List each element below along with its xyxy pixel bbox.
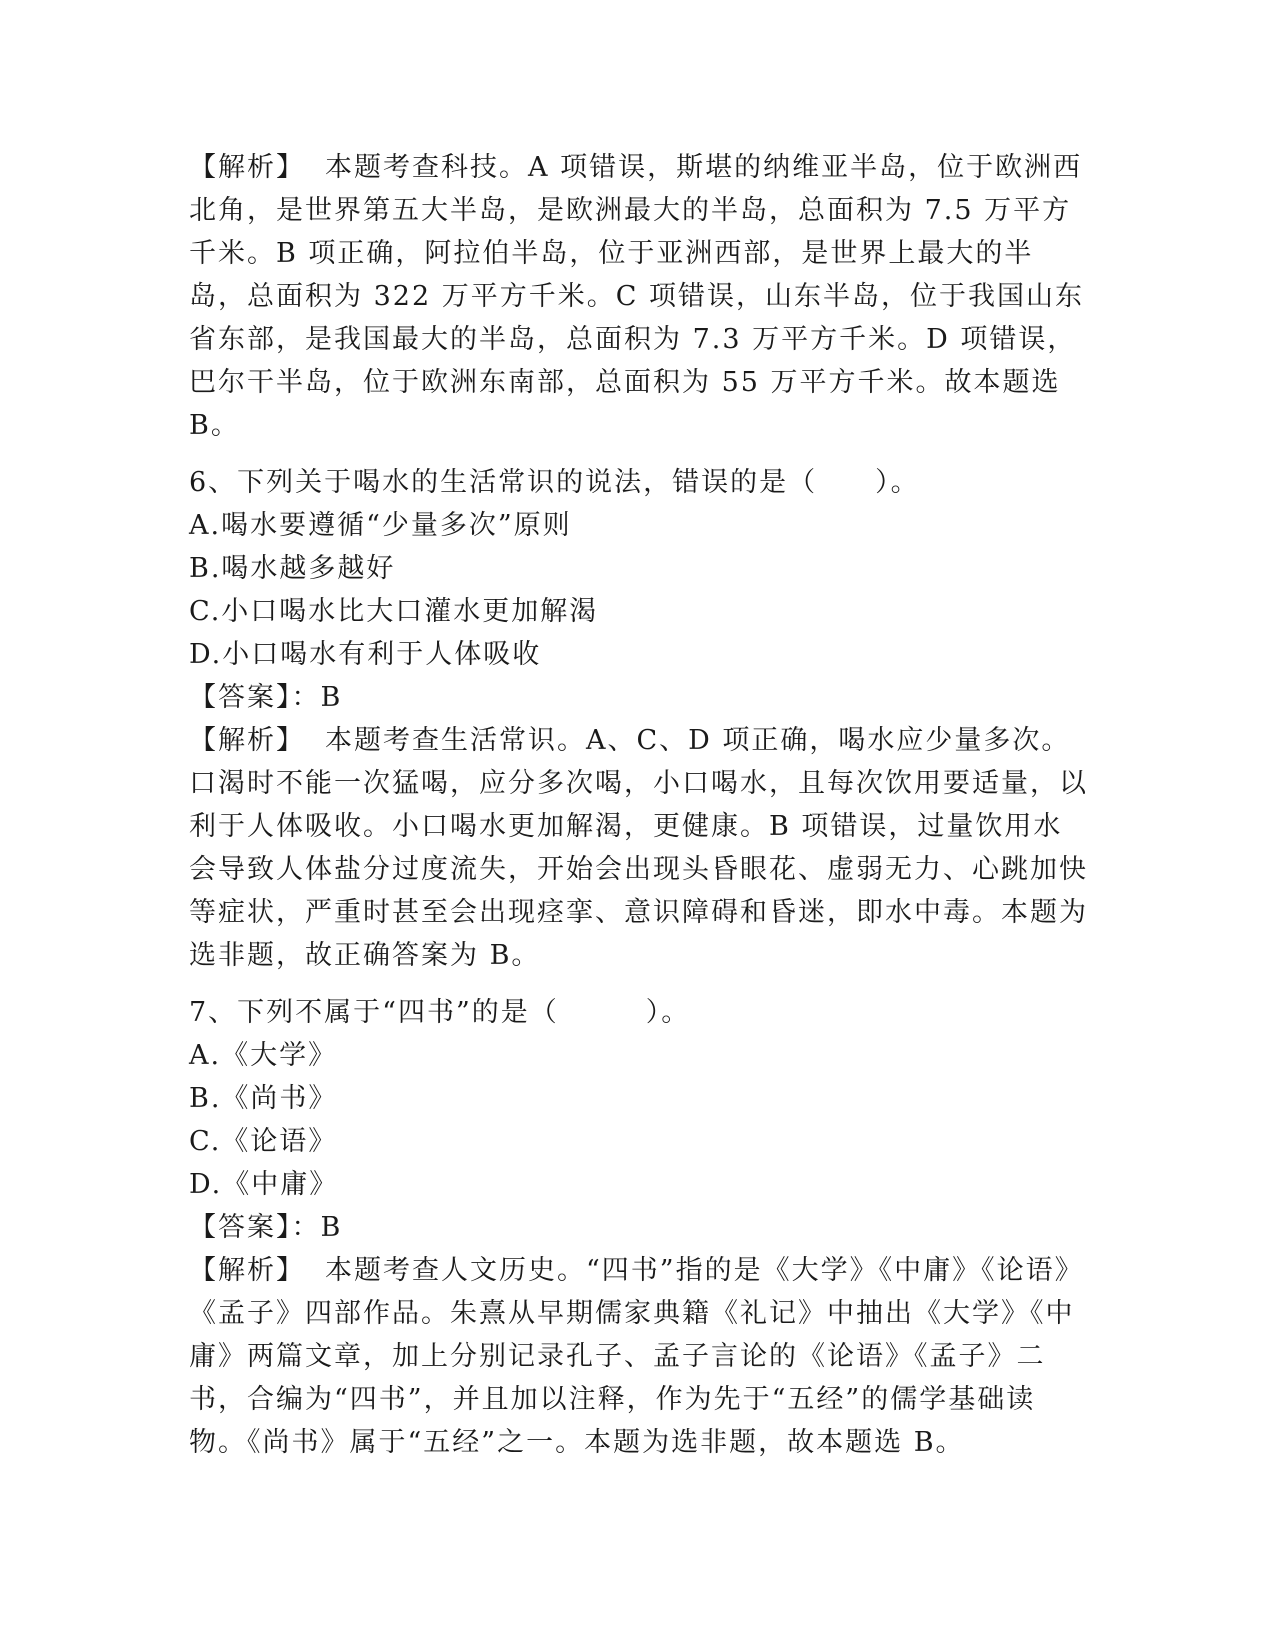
- question-7: [189, 991, 1089, 1464]
- option-b: B.《尚书》: [189, 1083, 338, 1114]
- question-6: [189, 461, 1089, 977]
- analysis-paragraph: [189, 1249, 1089, 1464]
- analysis-label: 【解析】: [189, 1255, 305, 1286]
- option-a: A.《大学》: [189, 1040, 338, 1071]
- option-c: C.小口喝水比大口灌水更加解渴: [189, 596, 599, 627]
- question-stem: 7、下列不属于“四书”的是（ ）。: [189, 997, 691, 1028]
- analysis-text: 本题考查生活常识。A、C、D 项正确，喝水应少量多次。口渴时不能一次猛喝，应分多次喝，小口喝水，且每次饮用要适量，以利于人体吸收。小口喝水更加解渴，更健康。B 项错误，过量饮用水会导致人体盐分过度流失，开始会出现头昏眼花、虚弱无力、心跳加快等症状，严重时甚至会出现痉挛、意识障碍和昏迷，即水中毒。本题为选非题，故正确答案为 B。: [189, 725, 1088, 971]
- analysis-label: 【解析】: [189, 152, 305, 183]
- answer: 【答案】：B: [189, 682, 343, 713]
- option-d: D.《中庸》: [189, 1169, 339, 1200]
- question-stem: 6、下列关于喝水的生活常识的说法，错误的是（ ）。: [189, 467, 920, 498]
- option-b: B.喝水越多越好: [189, 553, 396, 584]
- option-a: A.喝水要遵循“少量多次”原则: [189, 510, 572, 541]
- analysis-text: 本题考查科技。A 项错误，斯堪的纳维亚半岛，位于欧洲西北角，是世界第五大半岛，是欧洲最大的半岛，总面积为 7.5 万平方千米。B 项正确，阿拉伯半岛，位于亚洲西部，是世界上最大的半岛，总面积为 322 万平方千米。C 项错误，山东半岛，位于我国山东省东部，是我国最大的半岛，总面积为 7.3 万平方千米。D 项错误，巴尔干半岛，位于欧洲东南部，总面积为 55 万平方千米。故本题选 B。: [189, 152, 1084, 441]
- document-page: [189, 146, 1089, 1464]
- analysis-paragraph-q5: [189, 146, 1089, 447]
- analysis-paragraph: [189, 719, 1089, 977]
- analysis-text: 本题考查人文历史。“四书”指的是《大学》《中庸》《论语》《孟子》四部作品。朱熹从早期儒家典籍《礼记》中抽出《大学》《中庸》两篇文章，加上分别记录孔子、孟子言论的《论语》《孟子》二书，合编为“四书”，并且加以注释，作为先于“五经”的儒学基础读物。《尚书》属于“五经”之一。本题为选非题，故本题选 B。: [189, 1255, 1084, 1458]
- option-d: D.小口喝水有利于人体吸收: [189, 639, 542, 670]
- answer: 【答案】：B: [189, 1212, 343, 1243]
- analysis-label: 【解析】: [189, 725, 305, 756]
- option-c: C.《论语》: [189, 1126, 338, 1157]
